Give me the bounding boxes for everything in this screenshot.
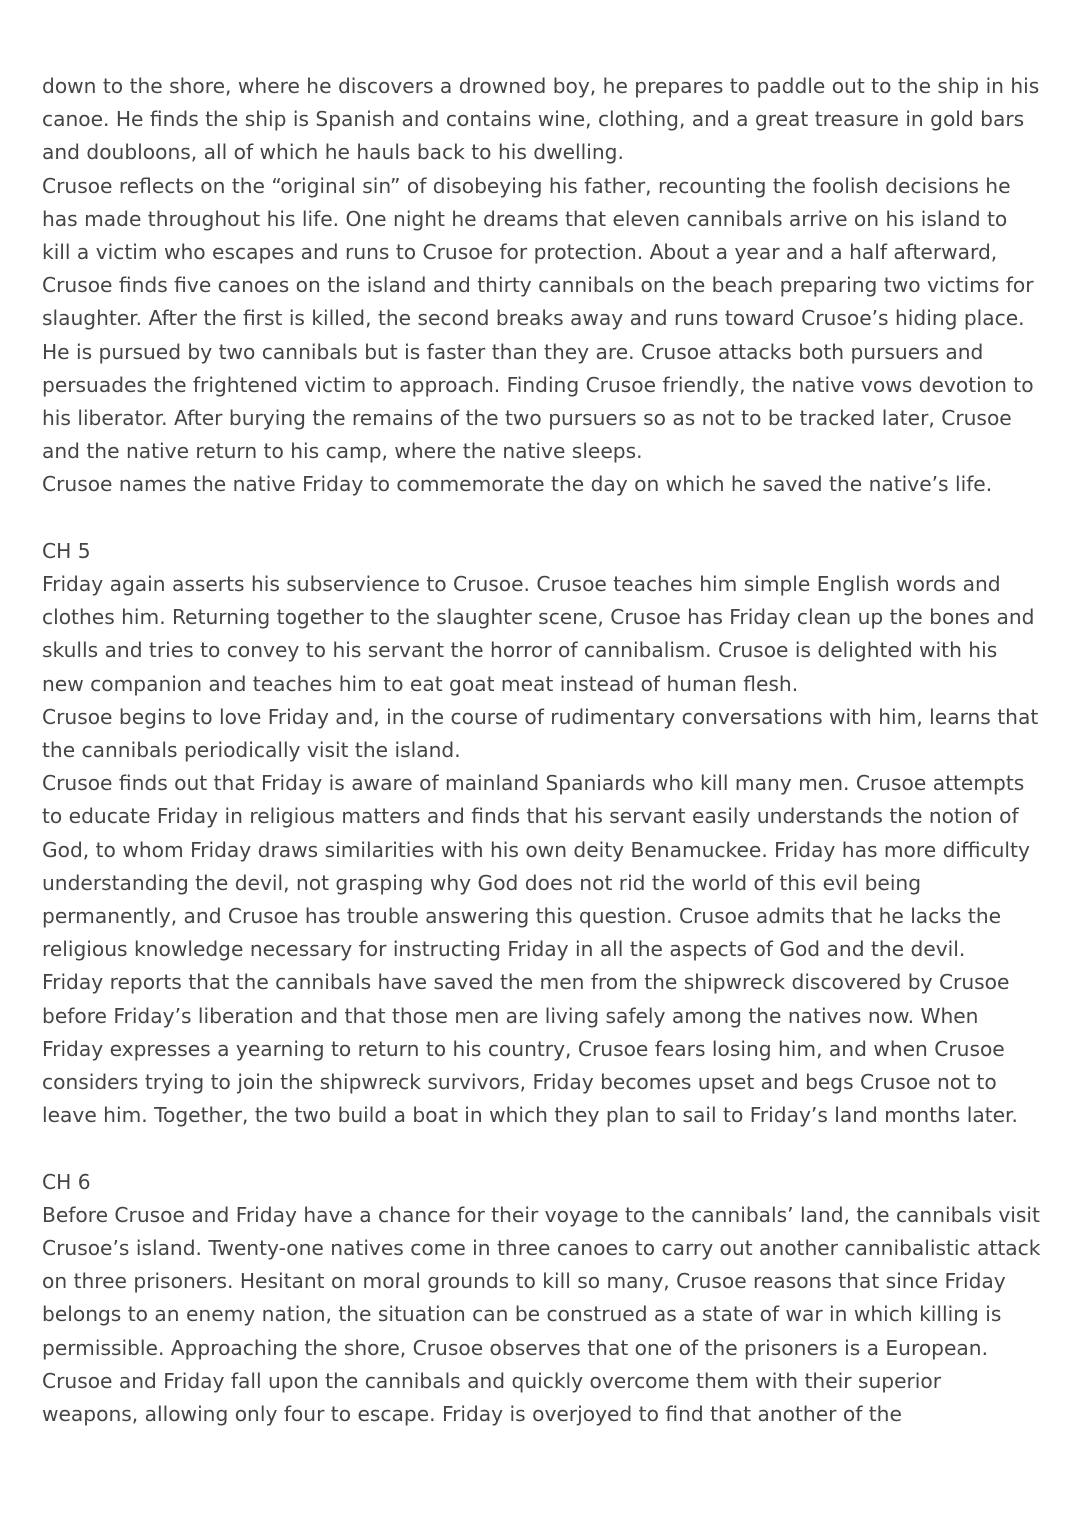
paragraph-ch6-cannibal-visit: Before Crusoe and Friday have a chance for their voyage to the cannibals’ land, the cannibals visit Crusoe’s island. Twenty-one natives come in three canoes to carry out another cannibalistic attack on three prisoners. Hesitant on moral grounds to kill so many, Crusoe reasons that since Friday belongs to an enemy nation, the situation can be construed as a state of war in which killing is permissible. Approaching the shore, Crusoe observes that one of the prisoners is a European. Crusoe and Friday fall upon the cannibals and quickly overcome them with their superior weapons, allowing only four to escape. Friday is overjoyed to find that another of the	[42, 1202, 1041, 1427]
paragraph-spacer	[42, 502, 1042, 535]
paragraph-naming-friday: Crusoe names the native Friday to commemorate the day on which he saved the native’s life.	[42, 472, 993, 497]
paragraph-ch5-shipwreck-men: Friday reports that the cannibals have saved the men from the shipwreck discovered by Crusoe before Friday’s liberation and that those men are living safely among the natives now. When Friday expresses a yearning to return to his country, Crusoe fears losing him, and when Crusoe considers trying to join the shipwreck survivors, Friday becomes upset and begs Crusoe not to leave him. Together, the two build a boat in which they plan to sail to Friday’s land months later.	[42, 970, 1018, 1128]
paragraph-ch5-love-friday: Crusoe begins to love Friday and, in the course of rudimentary conversations with him, learns that the cannibals periodically visit the island.	[42, 704, 1039, 763]
paragraph-shore-canoe: down to the shore, where he discovers a drowned boy, he prepares to paddle out to the ship in his canoe. He finds the ship is Spanish and contains wine, clothing, and a great treasure in gold bars and doubloons, all of which he hauls back to his dwelling.	[42, 74, 1040, 165]
chapter-heading-ch6: CH 6	[42, 1169, 91, 1194]
paragraph-spacer	[42, 1132, 1042, 1165]
paragraph-ch5-religion: Crusoe finds out that Friday is aware of mainland Spaniards who kill many men. Crusoe attempts to educate Friday in religious matters and finds that his servant easily understands the notion of God, to whom Friday draws similarities with his own deity Benamuckee. Friday has more difficulty understanding the devil, not grasping why God does not rid the world of this evil being permanently, and Crusoe has trouble answering this question. Crusoe admits that he lacks the religious knowledge necessary for instructing Friday in all the aspects of God and the devil.	[42, 771, 1030, 962]
paragraph-ch5-subservience: Friday again asserts his subservience to Crusoe. Crusoe teaches him simple English words and clothes him. Returning together to the slaughter scene, Crusoe has Friday clean up the bones and skulls and tries to convey to his servant the horror of cannibalism. Crusoe is delighted with his new companion and teaches him to eat goat meat instead of human flesh.	[42, 572, 1035, 696]
document-body	[42, 70, 1042, 1431]
paragraph-original-sin: Crusoe reflects on the “original sin” of disobeying his father, recounting the foolish decisions he has made throughout his life. One night he dreams that eleven cannibals arrive on his island to kill a victim who escapes and runs to Crusoe for protection. About a year and a half afterward, Crusoe finds five canoes on the island and thirty cannibals on the beach preparing two victims for slaughter. After the first is killed, the second breaks away and runs toward Crusoe’s hiding place. He is pursued by two cannibals but is faster than they are. Crusoe attacks both pursuers and persuades the frightened victim to approach. Finding Crusoe friendly, the native vows devotion to his liberator. After burying the remains of the two pursuers so as not to be tracked later, Crusoe and the native return to his camp, where the native sleeps.	[42, 173, 1034, 464]
chapter-heading-ch5: CH 5	[42, 538, 91, 563]
